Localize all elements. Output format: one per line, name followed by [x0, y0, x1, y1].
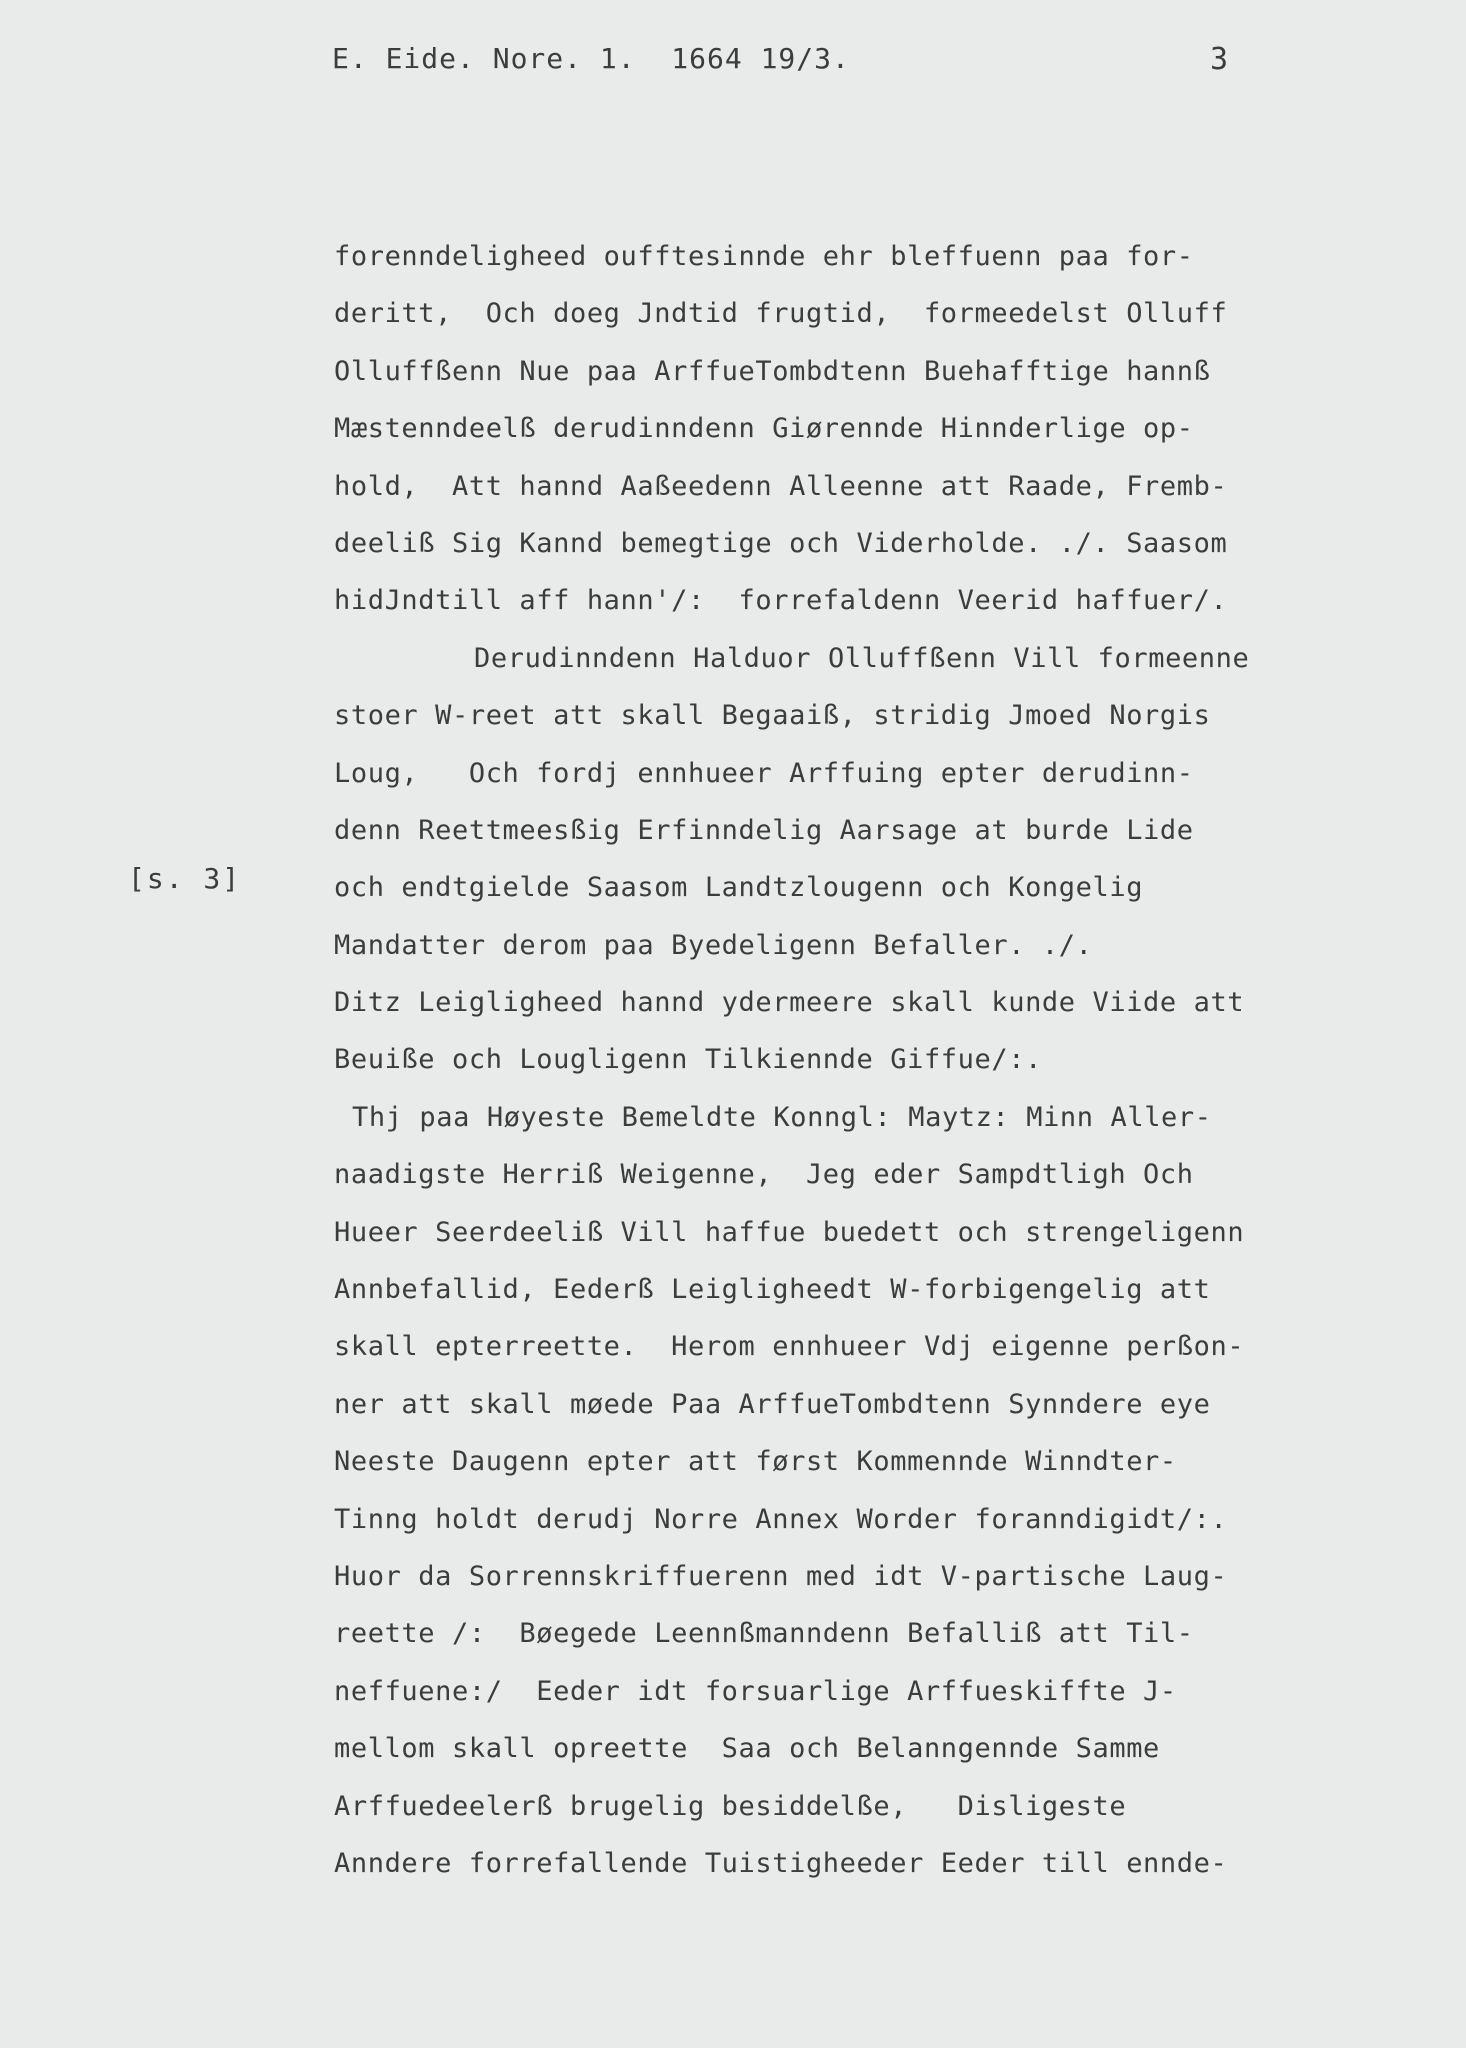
- text-line: stoer W-reet att skall Begaaiß, stridig Jmoed Norgis: [334, 700, 1211, 732]
- text-line: Derudinndenn Halduor Olluffßenn Vill formeenne: [474, 642, 1250, 674]
- text-line: Neeste Daugenn epter att først Kommennde Winndter-: [334, 1446, 1177, 1478]
- text-line: Annbefallid, Eederß Leigligheedt W-forbigengelig att: [334, 1274, 1211, 1306]
- page-number: 3: [1210, 42, 1229, 77]
- margin-page-note: [s. 3]: [128, 862, 242, 895]
- text-line: deritt, Och doeg Jndtid frugtid, formeedelst Olluff: [334, 298, 1228, 330]
- text-line: denn Reettmeesßig Erfinndelig Aarsage at burde Lide: [334, 814, 1194, 846]
- text-line: Olluffßenn Nue paa ArffueTombdtenn Buehafftige hannß: [334, 355, 1211, 387]
- text-line: Thj paa Høyeste Bemeldte Konngl: Maytz: Minn Aller-: [352, 1101, 1212, 1133]
- text-line: ner att skall møede Paa ArffueTombdtenn Synndere eye: [334, 1388, 1211, 1420]
- text-line: Mandatter derom paa Byedeligenn Befaller. ./.: [334, 929, 1093, 961]
- text-line: Beuiße och Lougligenn Tilkiennde Giffue/:.: [334, 1044, 1042, 1076]
- text-line: skall epterreette. Herom ennhueer Vdj eigenne perßon-: [334, 1331, 1245, 1363]
- text-line: neffuene:/ Eeder idt forsuarlige Arffueskiffte J-: [334, 1675, 1177, 1707]
- text-line: Hueer Seerdeeliß Vill haffue buedett och strengeligenn: [334, 1216, 1245, 1248]
- text-line: Huor da Sorrennskriffuerenn med idt V-partische Laug-: [334, 1560, 1228, 1592]
- text-line: Ditz Leigligheed hannd ydermeere skall kunde Viide att: [334, 987, 1245, 1019]
- text-line: Loug, Och fordj ennhueer Arffuing epter derudinn-: [334, 757, 1194, 789]
- text-line: naadigste Herriß Weigenne, Jeg eder Sampdtligh Och: [334, 1159, 1194, 1191]
- text-line: deeliß Sig Kannd bemegtige och Viderholde. ./. Saasom: [334, 527, 1228, 559]
- text-line: mellom skall opreette Saa och Belanngennde Samme: [334, 1733, 1160, 1765]
- document-body: [334, 228, 1334, 1892]
- text-line: reette /: Bøegede Leennßmanndenn Befalliß att Til-: [334, 1618, 1194, 1650]
- text-line: och endtgielde Saasom Landtzlougenn och Kongelig: [334, 872, 1144, 904]
- document-reference: E. Eide. Nore. 1. 1664 19/3.: [332, 42, 850, 75]
- text-line: hold, Att hannd Aaßeedenn Alleenne att Raade, Fremb-: [334, 470, 1228, 502]
- text-line: Arffuedeelerß brugelig besiddelße, Disligeste: [334, 1790, 1127, 1822]
- text-line: Mæstenndeelß derudinndenn Giørennde Hinnderlige op-: [334, 413, 1194, 445]
- text-line: Anndere forrefallende Tuistigheeder Eeder till ennde-: [334, 1847, 1228, 1879]
- text-line: Tinng holdt derudj Norre Annex Worder foranndigidt/:.: [334, 1503, 1228, 1535]
- text-line: hidJndtill aff hann'/: forrefaldenn Veerid haffuer/.: [334, 585, 1228, 617]
- text-line: forenndeligheed oufftesinnde ehr bleffuenn paa for-: [334, 241, 1194, 272]
